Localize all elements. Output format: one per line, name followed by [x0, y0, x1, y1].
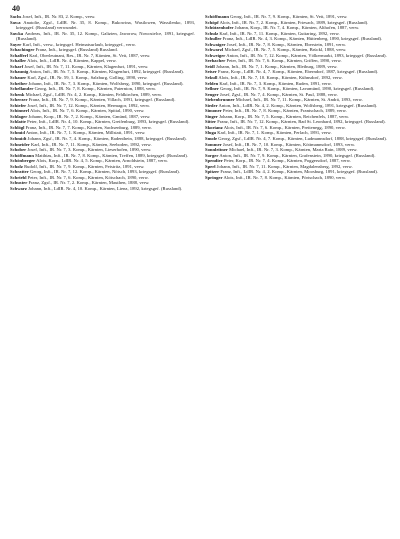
entry-text: Rudolf, Inft., IR. Nr. 7, 9. Komp., Kärnten, Feistritz, 1891, verw. [24, 163, 145, 169]
entry-text: Johann, Korp., IR. Nr. 7, 2. Komp., Kärnten, Gmünd, 1887, verw. [28, 113, 151, 119]
entry-text: Anton, Inft., LdIR. Nr. 4, 2. Komp., Kärnten, Wolfsberg, 1891, kriegsgef. (Russland). [218, 102, 378, 108]
entry-text: Georg, Inft., IR. Nr. 7, 12. Komp., Kärnten, Nötsch, 1893, kriegsgef. (Russland). [29, 169, 180, 175]
entry-text: Franz, Korp., LdIR. Nr. 4, 7. Komp., Kärnten, Eberndorf, 1887, kriegsgef. (Russland). [218, 69, 379, 75]
entry-text: Anton, Inft., IR. Nr. 7, 12. Komp., Kärnten, Völkermarkt, 1893, kriegsgef. (Russland). [226, 52, 387, 58]
entry-text: Michael, Inft., IR. Nr. 7, 3. Komp., Kärnten, Maria Rain, 1889, verw. [229, 147, 358, 153]
entry-text: Johann, Inft., IR. Nr. 7, 11. Komp., Kärnten, Magdalensberg, 1892, verw. [216, 163, 353, 169]
entry-text: Karl, Inft., IR. Nr. 7, 3. Komp., Kärnten, Ruden, 1891, verw. [219, 80, 332, 86]
entry-name: Scharf [10, 63, 24, 69]
entry-columns [10, 14, 390, 533]
entry-text: Johann, Korp., IR. Nr. 7, 5. Komp., Kärnten, Reichenfels, 1887, verw. [219, 113, 350, 119]
entry-text: Peter, Korp., IR. Nr. 7, 4. Komp., Kärnten, Poggersdorf, 1887, verw. [223, 158, 352, 164]
entry-text: Johann, Inft., IR. Nr. 7, 3. Komp., Kärnten, Wolfsberg, 1890, kriegsgef. (Russland). [28, 80, 184, 86]
entry-name: Sawa [10, 19, 21, 25]
entry-name: Schriebl [10, 174, 27, 180]
entry-text: Franz, Inft., IR. Nr. 7, 7. Komp., Kärnten, Sachsenburg, 1889, verw. [25, 124, 152, 130]
page-number: 40 [12, 4, 20, 13]
entry-name: Schuster [10, 180, 28, 186]
entry-name: Sellner [205, 86, 219, 92]
entry-text: Johann, Inft., LdIR. Nr. 4, 10. Komp., Kärnten, Lienz, 1892, kriegsgef. (Russland). [28, 185, 183, 191]
entry-name: Schwarzl [205, 47, 224, 53]
entry-text: Franz, Inft., kriegsgef. (Russland) Russland. [35, 47, 118, 53]
entry-name: Sachs [10, 14, 22, 19]
entry-text: Michael, Zgsf., LdIR. Nr. 4, 2. Komp., Kärnten, Feldkirchen, 1889, verw. [25, 91, 163, 97]
entry-name: Schaunig [10, 69, 29, 75]
entry-text: Karl, Zgsf., IR. Nr. 59, 1. Komp., Salzburg, Golling, 1890, verw. [27, 75, 148, 81]
entry-text: Andreas, Inft., IR. Nr. 35, 12. Komp., Galizien, Jaworow, Nowosielce, 1891, kriegsgef. (Russland). [16, 30, 195, 42]
entry-text: Josef, Inft., IR. Nr. 7, 10. Komp., Kärnten, Köttmannsdorf, 1893, verw. [222, 141, 356, 147]
entry-name: Schützenhofer [205, 25, 234, 31]
entry-name: Seidl [205, 63, 215, 69]
entry-name: Schneider [10, 141, 30, 147]
entry-name: Sekull [205, 75, 218, 81]
entry-text: Alois, Inft., IR. Nr. 7, 10. Komp., Kärnten, Kühnsdorf, 1892, verw. [218, 75, 343, 81]
entry-text: Karl, Inft., IR. Nr. 7, 1. Komp., Kärnten, Ferlach, 1891, verw. [217, 130, 332, 136]
entry-name: Schratter [10, 169, 29, 175]
list-item [10, 186, 195, 192]
entry-name: Scholz [10, 163, 23, 169]
entry-text: Franz, Inft., IR. Nr. 7, 9. Komp., Kärnten, Villach, 1891, kriegsgef. (Russland). [28, 97, 176, 103]
entry-text: Franz, Inft., LdIR. Nr. 4, 3. Komp., Kärnten, Hüttenberg, 1890, kriegsgef. (Russland). [222, 36, 383, 42]
entry-name: Sorger [205, 152, 219, 158]
entry-text: Alois, Korp., LdIR. Nr. 4, 5. Komp., Kärnten, Arnoldstein, 1887, verw. [36, 158, 169, 164]
entry-name: Schulz [205, 30, 219, 36]
entry-text: Josef, Inft., IR. Nr. 7, 3. Komp., Kärnten, Lieserhofen, 1890, verw. [27, 147, 152, 153]
entry-name: Schwaiger [205, 41, 226, 47]
entry-text: Michael, Zgsf., IR. Nr. 7, 5. Komp., Kärnten, Brückl, 1888, verw. [224, 47, 347, 53]
entry-name: Springer [205, 174, 223, 180]
entry-text: Georg, Inft., IR. Nr. 7, 8. Komp., Kärnten, Paternion, 1888, verw. [34, 86, 157, 92]
entry-name: Schaller [10, 58, 27, 64]
entry-name: Sawka [10, 30, 24, 36]
left-column [10, 14, 195, 533]
list-item [10, 20, 195, 31]
entry-text: Peter, Inft., IR. Nr. 7, 8. Komp., Kärnten, Frantschach, 1889, verw. [222, 108, 347, 114]
entry-name: Schmid [10, 130, 25, 136]
entry-name: Sommer [205, 141, 222, 147]
entry-text: Karl, Oberleutnant, Res., IR. Nr. 7, Kärnten, St. Veit, 1887, verw. [29, 52, 151, 58]
entry-text: Karl, Inft., IR. Nr. 7, 11. Komp., Kärnten, Guttaring, 1892, verw. [219, 30, 340, 36]
entry-name: Schöffmann [10, 152, 34, 158]
right-column [205, 14, 390, 533]
entry-text: Anton, Inft., IR. Nr. 7, 5. Komp., Kärnten, Klagenfurt, 1892, kriegsgef. (Russland). [29, 69, 184, 75]
entry-name: Spendier [205, 158, 223, 164]
entry-name: Schafferl [10, 52, 29, 58]
entry-name: Sperl [205, 163, 216, 169]
entry-name: Simoner [205, 108, 222, 114]
entry-text: Peter, Inft., LdIR. Nr. 4, 10. Komp., Kärnten, Greifenburg, 1893, kriegsgef. (Russland). [27, 119, 190, 125]
entry-name: Schweiger [205, 52, 226, 58]
entry-name: Spitzer [205, 169, 220, 175]
entry-text: Josef, Inft., IR. Nr. 7, 12. Komp., Kärnten, Hermagor, 1892, verw. [27, 102, 151, 108]
entry-text: Peter, Inft., IR. Nr. 7, 6. Komp., Kärnten, Griffen, 1890, verw. [226, 58, 342, 64]
entry-name: Seiser [205, 69, 217, 75]
entry-name: Smole [205, 136, 218, 142]
entry-name: Schiefer [10, 102, 27, 108]
entry-text: Peter, Inft., IR. Nr. 7, 6. Komp., Kärnten, Kötschach, 1890, verw. [27, 174, 149, 180]
entry-name: Schellander [10, 86, 34, 92]
entry-name: Schober [10, 147, 27, 153]
entry-name: Sluga [205, 130, 217, 136]
entry-name: Schlögl [10, 124, 25, 130]
entry-text: Karl, Inft., verw., kriegsgef. Heimatsurlaub, kriegsgef., verw. [22, 41, 136, 47]
entry-text: Alois, Inft., IR. Nr. 7, 6. Komp., Kärnten, Spittal, 1890, verw. [30, 108, 145, 114]
entry-text: Johann, Inft., IR. Nr. 7, 1. Komp., Kärnten, Bleiburg, 1889, verw. [215, 63, 338, 69]
entry-text: Johann, Zgsf., IR. Nr. 7, 4. Komp., Kärnten, Radenthein, 1888, kriegsgef. (Russland). [27, 136, 187, 142]
entry-text: Karl, Inft., IR. Nr. 7, 11. Komp., Kärnten, Seeboden, 1892, verw. [31, 141, 152, 147]
entry-name: Schinnerl [10, 108, 30, 114]
entry-name: Schlager [10, 113, 28, 119]
entry-name: Singer [205, 113, 218, 119]
entry-text: Franz, Inft., LdIR. Nr. 4, 2. Komp., Kärnten, Moosburg, 1891, kriegsgef. (Russland). [220, 169, 378, 175]
entry-name: Schlatte [10, 119, 26, 125]
entry-name: Siebenbrunner [205, 97, 235, 103]
entry-name: Schmidt [10, 136, 27, 142]
entry-text: Anton, Inft., IR. Nr. 7, 1. Komp., Kärnten, Millstatt, 1891, verw. [25, 130, 146, 136]
entry-name: Scherzer [10, 97, 28, 103]
entry-name: Schenk [10, 91, 25, 97]
entry-text: Josef, Inft., IR. Nr. 7, 8. Komp., Kärnten, Eberstein, 1891, verw. [226, 41, 347, 47]
entry-name: Scheiber [10, 80, 28, 86]
entry-name: Schwarz [10, 185, 27, 191]
entry-name: Sieder [205, 102, 218, 108]
entry-name: Schuller [205, 36, 222, 42]
entry-name: Schauer [10, 75, 27, 81]
list-item [205, 175, 390, 181]
entry-text: Johann, Korp., IR. Nr. 7, 4. Komp., Kärnten, Althofen, 1887, verw. [234, 25, 360, 31]
entry-text: Alois, Inft., IR. Nr. 7, 6. Komp., Kärnten, Preitenegg, 1890, verw. [223, 124, 346, 130]
entry-name: Schöpf [205, 19, 219, 25]
entry-text: Franz, Zgsf., IR. Nr. 7, 2. Komp., Kärnten, Mauthen, 1888, verw. [28, 180, 150, 186]
entry-name: Sonnleitner [205, 147, 228, 153]
entry-name: Sitter [205, 119, 217, 125]
entry-text: Alois, Inft., IR. Nr. 7, 2. Komp., Kärnten, Friesach, 1889, kriegsgef. (Russland). [219, 19, 369, 25]
entry-text: Anton, Inft., IR. Nr. 7, 9. Komp., Kärnten, Grafenstein, 1890, kriegsgef. (Russland). [219, 152, 376, 158]
entry-text: Alois, Inft., LdIR. Nr. 4, Kärnten, Kappel, verw. [27, 58, 117, 64]
entry-text: Matthias, Inft., IR. Nr. 7, 8. Komp., Kärnten, Treffen, 1889, kriegsgef. (Russland). [35, 152, 188, 158]
entry-name: Schachinger [10, 47, 35, 53]
entry-name: Schöffmann [205, 14, 229, 19]
entry-name: Sayer [10, 41, 22, 47]
entry-name: Senger [205, 91, 219, 97]
entry-name: Skorianz [205, 124, 223, 130]
entry-text: Josef, Zgsf., IR. Nr. 7, 4. Komp., Kärnten, St. Paul, 1888, verw. [219, 91, 338, 97]
entry-text: Alois, Inft., IR. Nr. 7, 8. Komp., Kärnten, Pörtschach, 1890, verw. [223, 174, 347, 180]
entry-text: Josef, Inft., IR. Nr. 83, 2. Komp., verw. [22, 14, 96, 19]
entry-text: Georg, Zgsf., LdIR. Nr. 4, 7. Komp., Kärnten, Ludmannsdorf, 1888, kriegsgef. (Russland). [218, 136, 387, 142]
entry-name: Schönberger [10, 158, 36, 164]
entry-text: Josef, Inft., IR. Nr. 7, 11. Komp., Kärnten, Klagenfurt, 1891, verw. [24, 63, 149, 69]
entry-text: Michael, Inft., IR. Nr. 7, 11. Komp., Kärnten, St. Andrä, 1893, verw. [235, 97, 363, 103]
list-item [10, 31, 195, 42]
entry-name: Selden [205, 80, 219, 86]
entry-text: Anatolie, Zgsf., LdIR. Nr. 35, 8. Komp., Bukowina, Wasilowen, Wassilenko, 1893, kriegsgef. (Russland) verwundet. [16, 19, 195, 31]
entry-name: Seebacher [205, 58, 226, 64]
entry-text: Georg, Inft., IR. Nr. 7, 9. Komp., Kärnten, Lavamünd, 1890, kriegsgef. (Russland). [220, 86, 375, 92]
entry-text: Georg, Inft., IR. Nr. 7, 9. Komp., Kärnten, St. Veit, 1891, verw. [230, 14, 348, 19]
entry-text: Franz, Inft., IR. Nr. 7, 12. Komp., Kärnten, Bad St. Leonhard, 1892, kriegsgef. (Russland). [217, 119, 386, 125]
